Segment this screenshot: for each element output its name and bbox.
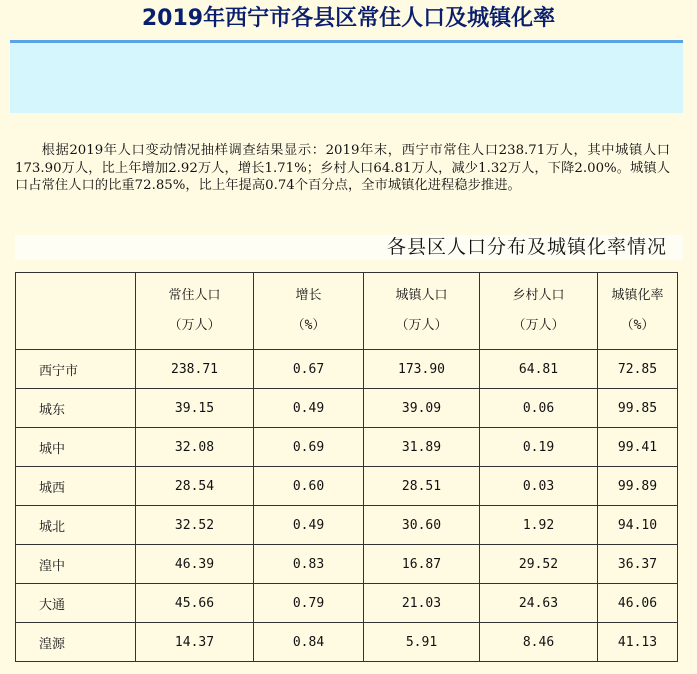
resident-pop-cell: 32.08 (136, 428, 254, 467)
urban-pop-cell: 173.90 (364, 350, 480, 389)
table-row (16, 623, 678, 662)
header-cell-rural-pop (480, 273, 598, 350)
growth-cell: 0.79 (254, 584, 364, 623)
rural-pop-cell: 29.52 (480, 545, 598, 584)
header-unit: （万人） (395, 318, 448, 333)
urbanization-rate-cell: 94.10 (598, 506, 678, 545)
growth-cell: 0.67 (254, 350, 364, 389)
rural-pop-cell: 0.03 (480, 467, 598, 506)
region-cell: 城西 (16, 467, 136, 506)
banner-box (10, 43, 683, 113)
resident-pop-cell: 32.52 (136, 506, 254, 545)
rural-pop-cell: 0.19 (480, 428, 598, 467)
urban-pop-cell: 28.51 (364, 467, 480, 506)
urbanization-rate-cell: 99.89 (598, 467, 678, 506)
region-cell: 城东 (16, 389, 136, 428)
region-cell: 城中 (16, 428, 136, 467)
resident-pop-cell: 39.15 (136, 389, 254, 428)
header-line: 城镇人口 (395, 288, 448, 303)
resident-pop-cell: 46.39 (136, 545, 254, 584)
resident-pop-cell: 14.37 (136, 623, 254, 662)
rural-pop-cell: 64.81 (480, 350, 598, 389)
table-row (16, 584, 678, 623)
table-row (16, 506, 678, 545)
header-unit: （万人） (168, 318, 221, 333)
header-line: 增长 (295, 288, 322, 303)
page-title: 2019年西宁市各县区常住人口及城镇化率 (141, 6, 556, 31)
table-row (16, 389, 678, 428)
urban-pop-cell: 16.87 (364, 545, 480, 584)
growth-cell: 0.84 (254, 623, 364, 662)
summary-paragraph: 根据2019年人口变动情况抽样调查结果显示：2019年末，西宁市常住人口238.71万人，其中城镇人口173.90万人，比上年增加2.92万人，增长1.71%；乡村人口64.81万人，减少1.32万人，下降2.00%。城镇人口占常住人口的比重72.85%，比上年提高0.74个百分点，全市城镇化进程稳步推进。 (15, 143, 670, 193)
rural-pop-cell: 1.92 (480, 506, 598, 545)
header-unit: （%） (291, 318, 326, 333)
table-row (16, 467, 678, 506)
header-cell-region (16, 273, 136, 350)
urbanization-rate-cell: 99.41 (598, 428, 678, 467)
header-cell-urbanization-rate (598, 273, 678, 350)
table-row (16, 350, 678, 389)
growth-cell: 0.60 (254, 467, 364, 506)
growth-cell: 0.83 (254, 545, 364, 584)
urbanization-rate-cell: 99.85 (598, 389, 678, 428)
growth-cell: 0.69 (254, 428, 364, 467)
table-row (16, 545, 678, 584)
urbanization-rate-cell: 46.06 (598, 584, 678, 623)
rural-pop-cell: 8.46 (480, 623, 598, 662)
table-caption: 各县区人口分布及城镇化率情况 (386, 236, 667, 258)
urbanization-rate-cell: 41.13 (598, 623, 678, 662)
header-cell-growth (254, 273, 364, 350)
urban-pop-cell: 39.09 (364, 389, 480, 428)
urban-pop-cell: 30.60 (364, 506, 480, 545)
rural-pop-cell: 0.06 (480, 389, 598, 428)
table-header-row (16, 273, 678, 350)
region-cell: 西宁市 (16, 350, 136, 389)
urban-pop-cell: 5.91 (364, 623, 480, 662)
urbanization-rate-cell: 72.85 (598, 350, 678, 389)
header-line: 城镇化率 (611, 288, 664, 303)
growth-cell: 0.49 (254, 389, 364, 428)
resident-pop-cell: 45.66 (136, 584, 254, 623)
header-cell-urban-pop (364, 273, 480, 350)
header-line: 常住人口 (168, 288, 221, 303)
urban-pop-cell: 21.03 (364, 584, 480, 623)
resident-pop-cell: 238.71 (136, 350, 254, 389)
region-cell: 城北 (16, 506, 136, 545)
region-cell: 大通 (16, 584, 136, 623)
urban-pop-cell: 31.89 (364, 428, 480, 467)
header-unit: （%） (620, 318, 655, 333)
urbanization-rate-cell: 36.37 (598, 545, 678, 584)
population-table (15, 272, 678, 662)
header-cell-resident-pop (136, 273, 254, 350)
resident-pop-cell: 28.54 (136, 467, 254, 506)
region-cell: 湟源 (16, 623, 136, 662)
growth-cell: 0.49 (254, 506, 364, 545)
region-cell: 湟中 (16, 545, 136, 584)
rural-pop-cell: 24.63 (480, 584, 598, 623)
header-unit: （万人） (512, 318, 565, 333)
header-line: 乡村人口 (512, 288, 565, 303)
table-row (16, 428, 678, 467)
